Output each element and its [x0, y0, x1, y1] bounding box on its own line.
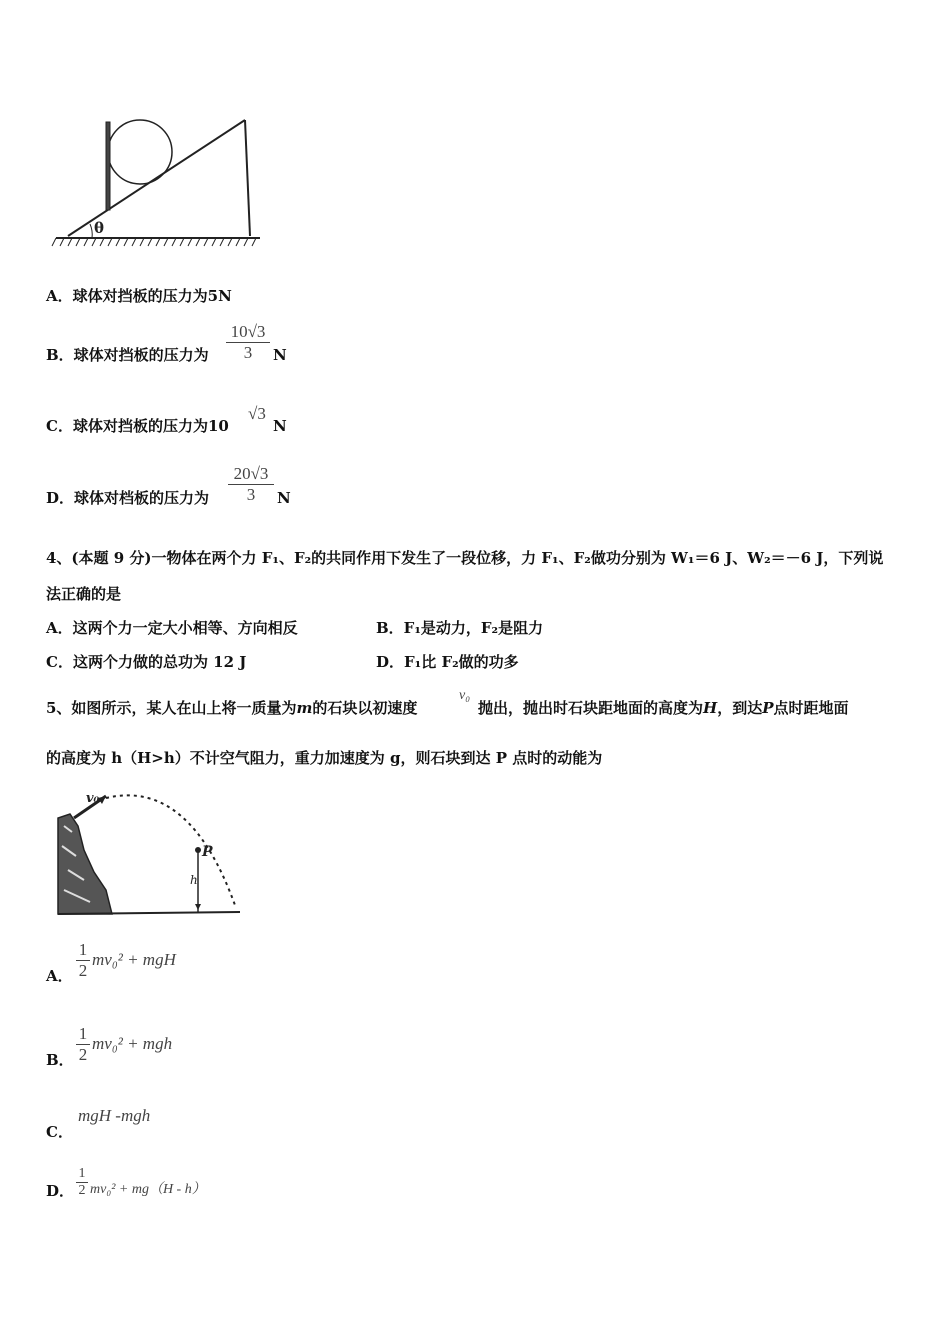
fraction-numerator: 1: [78, 1024, 88, 1043]
q5-stem-part-c: 抛出，抛出时石块距地面的高度为: [478, 699, 704, 717]
q5-stem-m: m: [296, 699, 313, 717]
q5-stem-part-b: 的石块以初速度: [312, 699, 418, 717]
q5-stem-part-d: ，到达: [717, 699, 763, 717]
fraction-denominator: 2: [78, 1045, 88, 1064]
fraction-numerator: 20√3: [233, 464, 269, 483]
fraction-denominator: 3: [243, 343, 253, 362]
figure-P-label: P: [202, 844, 213, 860]
q5-option-a-label: A．: [46, 967, 73, 985]
q5-option-c-expr: mgH -mgh: [78, 1106, 151, 1125]
figure-v0-label: v₀: [86, 791, 100, 806]
q5-stem-line1: [46, 698, 417, 718]
q3-option-c-prefix: C．球体对挡板的压力为10: [46, 417, 229, 435]
fraction-denominator: 3: [246, 485, 256, 504]
q3-option-d-fraction: [228, 464, 274, 505]
q5-option-c-label: C．: [46, 1123, 73, 1141]
q5-option-a-fraction: [76, 940, 90, 981]
q5-stem-line2: 的高度为 h（H>h）不计空气阻力，重力加速度为 g，则石块到达 P 点时的动能为: [46, 749, 603, 767]
fraction-numerator: 1: [78, 1166, 86, 1181]
q5-stem-part-e: 点时距地面: [773, 699, 849, 717]
projectile-figure: [50, 786, 250, 922]
fraction-numerator: 1: [78, 940, 88, 959]
q4-stem-line2: 法正确的是: [46, 585, 122, 603]
q5-stem-H: H: [703, 699, 718, 717]
theta-label: θ: [94, 219, 105, 237]
q5-option-b-label: B．: [46, 1051, 74, 1069]
q5-option-d-fraction: [76, 1166, 88, 1199]
q5-option-d-expr: mv₀² + mg（H - h）: [90, 1182, 206, 1197]
q4-option-b: B．F₁是动力，F₂是阻力: [376, 619, 544, 637]
fraction-denominator: 2: [78, 1183, 86, 1198]
q4-option-c: C．这两个力做的总功为 12 J: [46, 653, 247, 671]
q3-option-b-prefix: B．球体对挡板的压力为: [46, 346, 209, 364]
q3-option-c-unit: N: [273, 417, 287, 435]
incline-ball-figure: [48, 100, 268, 250]
q3-option-b-unit: N: [273, 346, 287, 364]
q4-option-d: D．F₁比 F₂做的功多: [376, 653, 519, 671]
q5-option-b-fraction: [76, 1024, 90, 1065]
fraction-numerator: 10√3: [230, 322, 266, 341]
q5-stem-line1-rest: [478, 698, 849, 718]
q5-option-a-expr: mv₀² + mgH: [92, 950, 176, 969]
q3-option-a: A．球体对挡板的压力为5N: [46, 287, 232, 305]
q3-option-b-fraction: [226, 322, 270, 363]
q5-stem-part-a: 5、如图所示，某人在山上将一质量为: [46, 699, 297, 717]
q5-option-b-expr: mv₀² + mgh: [92, 1034, 173, 1053]
q5-option-d-label: D．: [46, 1182, 75, 1200]
q4-stem-line1: 4、(本题 9 分)一物体在两个力 F₁、F₂的共同作用下发生了一段位移，力 F₁、F₂做功分别为 W₁＝6 J、W₂＝－6 J，下列说: [46, 549, 884, 567]
q3-option-d-unit: N: [277, 489, 291, 507]
q5-stem-P: P: [762, 699, 774, 717]
q3-option-d-prefix: D．球体对档板的压力为: [46, 489, 210, 507]
fraction-denominator: 2: [78, 961, 88, 980]
q4-option-a: A．这两个力一定大小相等、方向相反: [46, 619, 298, 637]
figure-h-label: h: [190, 873, 198, 887]
q3-option-c-root: √3: [248, 404, 266, 423]
q5-stem-v0: v₀: [459, 688, 471, 703]
